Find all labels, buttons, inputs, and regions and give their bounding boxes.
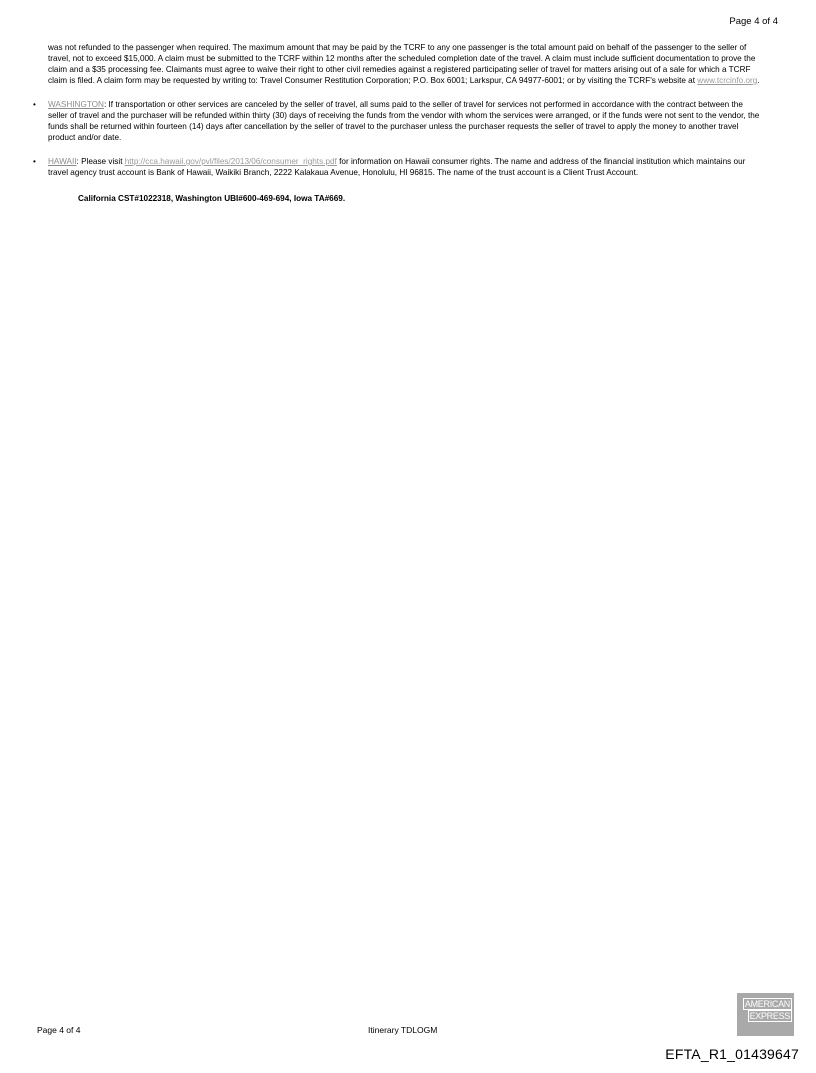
tcrf-website-link[interactable]: www.tcrcinfo.org bbox=[697, 76, 758, 85]
tcrf-end: . bbox=[757, 76, 760, 85]
hawaii-label-link[interactable]: HAWAII bbox=[48, 157, 77, 166]
logo-line-express: EXPRESS bbox=[749, 1011, 790, 1021]
washington-text: : If transportation or other services are canceled by the seller of travel, all sums paid to the seller of travel for services not performed in accordance with the contract between the seller of travel and the purchaser will be refunded within thirty (30) days of receiving the funds from the vendor with whom the services were arranged, or if the funds were not sent to the vendor, the funds shall be returned within fourteen (14) days after cancellation by the seller of travel to the purchaser unless the purchaser requests the seller of travel to apply the money to another travel product and/or date. bbox=[48, 100, 760, 142]
bates-number: EFTA_R1_01439647 bbox=[665, 1046, 799, 1062]
footer-page-number: Page 4 of 4 bbox=[37, 1025, 81, 1035]
header-page-number: Page 4 of 4 bbox=[729, 16, 778, 27]
logo-line-american: AMERICAN bbox=[744, 999, 790, 1009]
tcrf-paragraph bbox=[48, 42, 764, 86]
bullet-icon: • bbox=[33, 100, 36, 109]
hawaii-text-pre: : Please visit bbox=[76, 157, 125, 166]
bullet-icon: • bbox=[33, 157, 36, 166]
tcrf-text: was not refunded to the passenger when required. The maximum amount that may be paid by the TCRF to any one passenger is the total amount paid on behalf of the passenger to the seller of travel, not to exceed $15,000. A claim must be submitted to the TCRF within 12 months after the scheduled completion date of the travel. A claim must include sufficient documentation to prove the claim and a $35 processing fee. Claimants must agree to waive their right to other civil remedies against a registered participating seller of travel for matters arising out of a sale for which a TCRF claim is filed. A claim form may be requested by writing to: Travel Consumer Restitution Corporation; P.O. Box 6001; Larkspur, CA 94977-6001; or by visiting the TCRF's website at bbox=[48, 43, 756, 85]
hawaii-consumer-rights-link[interactable]: http://cca.hawaii.gov/pvl/files/2013/06/consumer_rights.pdf bbox=[124, 157, 337, 166]
washington-item bbox=[33, 99, 764, 143]
footer-itinerary: Itinerary TDLOGM bbox=[368, 1025, 438, 1035]
document-body bbox=[33, 42, 764, 204]
washington-link[interactable]: WASHINGTON bbox=[48, 100, 104, 109]
hawaii-text-post: for information on Hawaii consumer rights. The name and address of the financial institution which maintains our travel agency trust account is Bank of Hawaii, Waikiki Branch, 2222 Kalakaua Avenue, Honolulu, HI 96815. The name of the trust account is a Client Trust Account. bbox=[48, 157, 746, 177]
license-numbers: California CST#1022318, Washington UBI#600-469-694, Iowa TA#669. bbox=[78, 194, 346, 203]
american-express-logo bbox=[737, 993, 794, 1036]
hawaii-item bbox=[33, 156, 764, 178]
